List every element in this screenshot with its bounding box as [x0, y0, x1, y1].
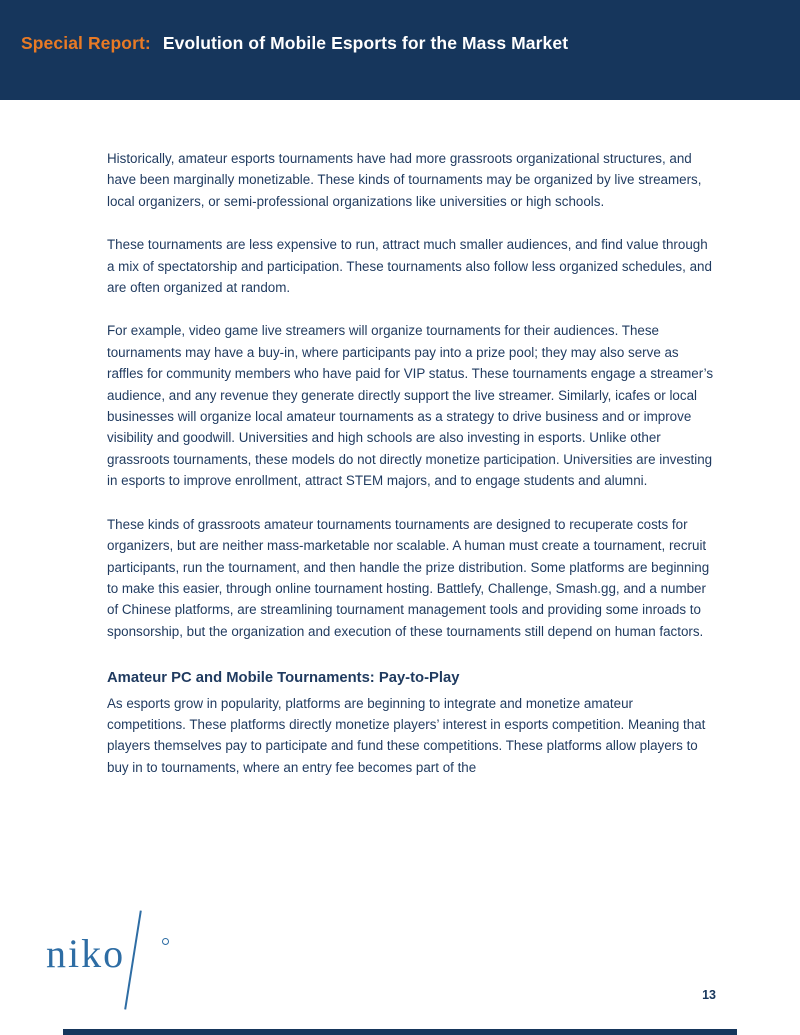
report-type-label: Special Report: — [21, 33, 151, 53]
paragraph: Historically, amateur esports tournaments have had more grassroots organizational structures, and have been marginally monetizable. These kinds of tournaments may be organized by live streamers, local organizers, or semi-professional organizations like universities or high schools. — [107, 151, 702, 209]
banner-heading — [21, 33, 780, 54]
logo-degree-mark-icon — [162, 938, 169, 945]
paragraph: These tournaments are less expensive to run, attract much smaller audiences, and find value through a mix of spectatorship and participation. These tournaments also follow less organized schedules, and are often organized at random. — [107, 237, 712, 296]
report-body — [107, 148, 714, 800]
niko-logo — [44, 908, 164, 1013]
paragraph: These kinds of grassroots amateur tournaments tournaments are designed to recuperate costs for organizers, but are neither mass-marketable nor scalable. A human must create a tournament, recruit participants, run the tournament, and then handle the prize distribution. Some platforms are beginning to make this easier, through online tournament hosting. Battlefy, Challenge, Smash.gg, and a number of Chinese platforms, are streamlining tournament management tools and providing some inroads to sponsorship, but the organization and execution of these tournaments still depend on human factors. — [107, 516, 710, 639]
section-heading: Amateur PC and Mobile Tournaments: Pay-to-Play — [107, 670, 460, 687]
logo-text: niko — [46, 932, 129, 976]
report-banner — [0, 0, 800, 100]
paragraph: For example, video game live streamers will organize tournaments for their audiences. These tournaments may have a buy-in, where participants pay into a prize pool; they may also serve as raffles for community members who have paid for VIP status. These tournaments engage a streamer’s audience, and any revenue they generate directly support the live streamer. Similarly, icafes or local businesses will organize local amateur tournaments as a strategy to drive business and or improve visibility and goodwill. Universities and high schools are also investing in esports. Unlike other grassroots tournaments, these models do not directly monetize participation. Universities are investing in esports to improve enrollment, attract STEM majors, and to engage students and alumni. — [107, 323, 714, 489]
footer-bar — [63, 1029, 737, 1035]
report-title: Evolution of Mobile Esports for the Mass Market — [162, 33, 569, 53]
paragraph: As esports grow in popularity, platforms are beginning to integrate and monetize amateur competitions. These platforms directly monetize players’ interest in esports competition. Meaning that players themselves pay to participate and fund these competitions. These platforms allow players to buy in to tournaments, where an entry fee becomes part of the — [107, 695, 706, 775]
page-number: 13 — [702, 988, 716, 1002]
